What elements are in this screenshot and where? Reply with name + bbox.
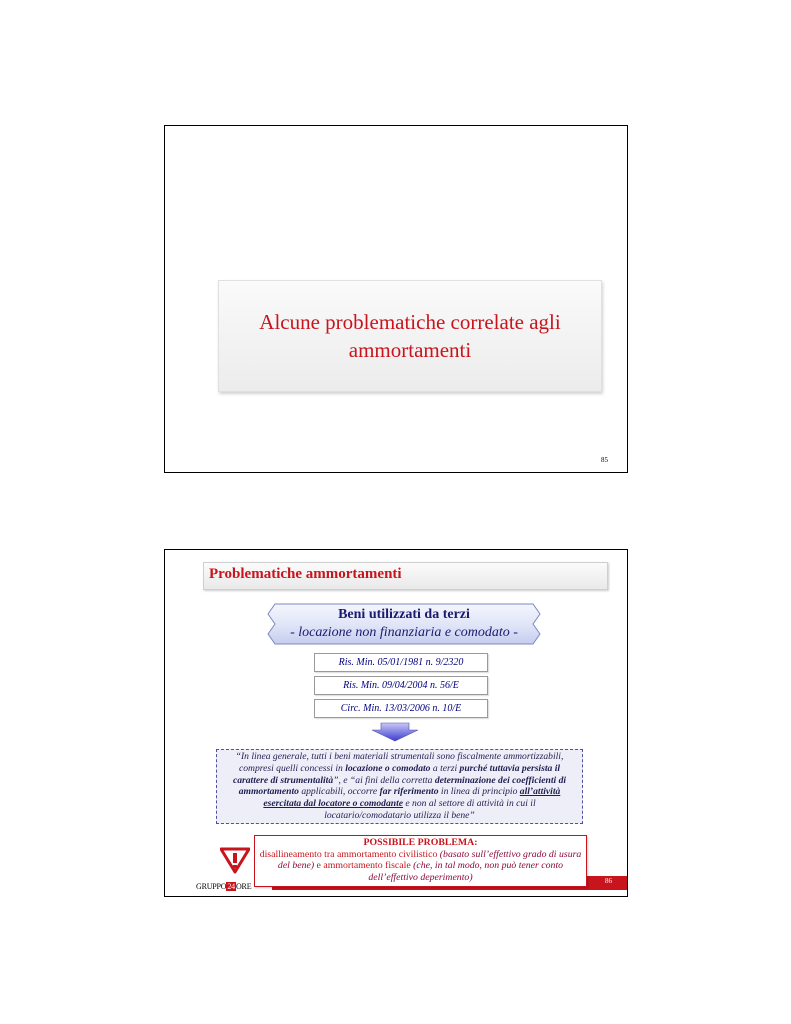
quote-text: “In linea generale, tutti i beni materiali strumentali sono fiscalmente ammortizzabili, compresi quelli concessi in (235, 751, 564, 774)
quote-emphasis: far riferimento (379, 786, 439, 798)
slide-86 (164, 549, 628, 897)
problem-text: e ammortamento fiscale (314, 860, 414, 871)
title-box (218, 280, 602, 392)
problem-note: (basato sull’effettivo grado di usura del bene) (277, 848, 582, 871)
quote-text: e non al settore di attività in cui il locatario/comodatario utilizza il bene” (324, 798, 536, 821)
problem-title: POSSIBILE PROBLEMA: (363, 837, 478, 848)
banner (267, 601, 541, 647)
quote-text: ”, e “ai fini della corretta (333, 774, 435, 786)
down-arrow-icon (371, 722, 419, 742)
reference-box: Circ. Min. 13/03/2006 n. 10/E (314, 699, 488, 718)
logo-text: GRUPPO (196, 882, 227, 891)
reference-box: Ris. Min. 05/01/1981 n. 9/2320 (314, 653, 488, 672)
slide-title: Alcune problematiche correlate agli ammortamenti (259, 310, 561, 362)
page-number: 85 (601, 456, 608, 464)
logo-text: ORE (235, 882, 252, 891)
quote-text: a terzi (430, 762, 460, 774)
warning-triangle-icon (220, 847, 250, 874)
quote-text: in linea di principio (438, 786, 520, 798)
quote-underlined: all’attività esercitata dal locatore o comodante (263, 786, 561, 810)
quote-emphasis: locazione o comodato (345, 762, 431, 774)
quote-emphasis: determinazione dei coefficienti di ammortamento (238, 774, 567, 798)
logo-mark: 24 (227, 882, 235, 891)
page-number: 86 (605, 877, 612, 885)
banner-line-1: Beni utilizzati da terzi (338, 607, 470, 622)
problem-box (254, 835, 587, 887)
problem-note: (che, in tal modo, non può tener conto dell’effettivo deperimento) (368, 860, 564, 883)
banner-line-2: - locazione non finanziaria e comodato - (290, 625, 518, 640)
header-bar (203, 562, 608, 590)
publisher-logo (196, 882, 251, 891)
reference-box: Ris. Min. 09/04/2004 n. 56/E (314, 676, 488, 695)
quote-emphasis: purché tuttavia persista il carattere di strumentalità (232, 762, 561, 786)
slide-header: Problematiche ammortamenti (209, 566, 402, 582)
quote-box (216, 749, 583, 824)
problem-text: disallineamento tra ammortamento civilistico (259, 848, 440, 860)
quote-text: applicabili, occorre (298, 786, 380, 798)
slide-85 (164, 125, 628, 473)
